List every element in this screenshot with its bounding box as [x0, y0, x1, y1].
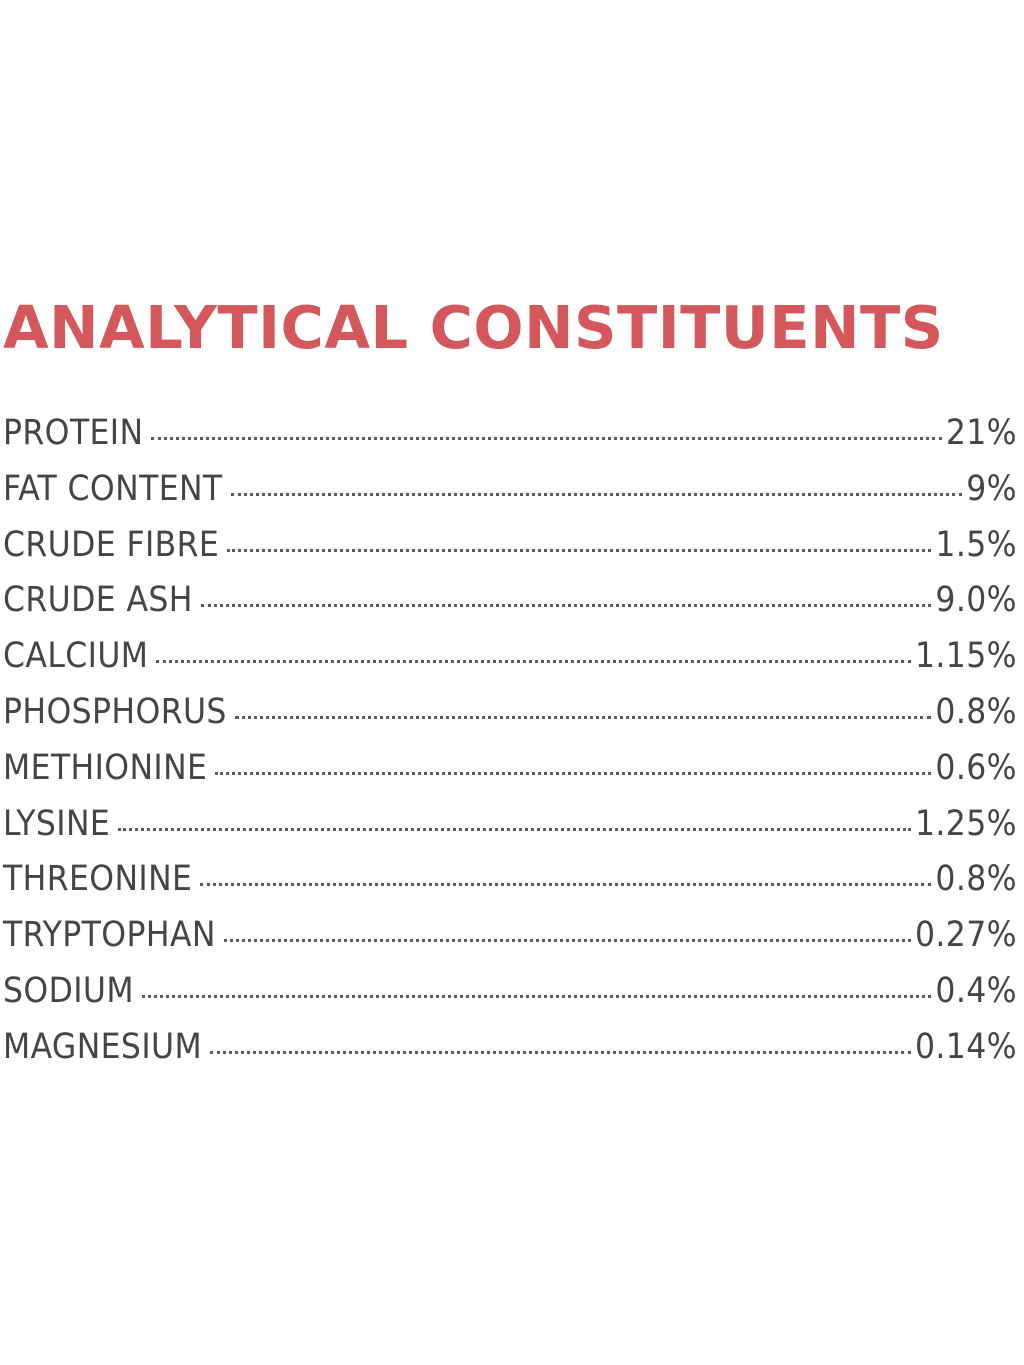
dot-leader — [227, 549, 931, 552]
constituent-value: 0.27% — [914, 915, 1017, 956]
constituent-label: FAT CONTENT — [3, 468, 223, 509]
dot-leader — [142, 995, 931, 998]
constituent-value: 0.14% — [914, 1026, 1017, 1067]
constituent-row-magnesium — [3, 1020, 1017, 1076]
constituent-value: 1.25% — [914, 803, 1017, 844]
constituent-row-calcium — [3, 629, 1017, 685]
constituent-label: SODIUM — [3, 970, 134, 1011]
constituent-label: LYSINE — [3, 803, 111, 844]
constituent-value: 9% — [966, 468, 1017, 509]
dot-leader — [215, 772, 931, 775]
dot-leader — [210, 1051, 911, 1054]
constituent-label: METHIONINE — [3, 747, 208, 788]
constituent-label: CRUDE ASH — [3, 580, 193, 621]
constituent-label: CALCIUM — [3, 636, 149, 677]
constituent-row-fat-content — [3, 462, 1017, 518]
page-title: ANALYTICAL CONSTITUENTS — [3, 293, 944, 362]
constituent-label: MAGNESIUM — [3, 1026, 203, 1067]
dot-leader — [151, 437, 941, 440]
constituents-list — [3, 406, 1017, 1076]
constituent-value: 0.8% — [935, 859, 1017, 900]
dot-leader — [118, 828, 911, 831]
constituent-label: TRYPTOPHAN — [3, 915, 216, 956]
dot-leader — [231, 493, 963, 496]
constituent-row-methionine — [3, 741, 1017, 797]
constituent-row-tryptophan — [3, 908, 1017, 964]
constituent-row-crude-fibre — [3, 518, 1017, 574]
constituent-row-phosphorus — [3, 685, 1017, 741]
constituent-row-protein — [3, 406, 1017, 462]
constituent-label: PHOSPHORUS — [3, 691, 227, 732]
constituent-value: 0.4% — [935, 970, 1017, 1011]
constituent-value: 1.15% — [914, 636, 1017, 677]
constituent-label: THREONINE — [3, 859, 193, 900]
constituent-value: 21% — [945, 413, 1017, 453]
dot-leader — [201, 604, 932, 607]
dot-leader — [235, 716, 932, 719]
constituent-value: 0.6% — [935, 747, 1017, 788]
constituent-label: CRUDE FIBRE — [3, 524, 220, 565]
dot-leader — [224, 939, 911, 942]
constituent-value: 0.8% — [935, 691, 1017, 732]
constituent-row-crude-ash — [3, 573, 1017, 629]
constituent-row-threonine — [3, 852, 1017, 908]
constituent-value: 9.0% — [935, 580, 1017, 621]
constituent-value: 1.5% — [935, 524, 1017, 565]
dot-leader — [156, 660, 911, 663]
constituent-label: PROTEIN — [3, 413, 144, 453]
constituent-row-lysine — [3, 797, 1017, 853]
constituent-row-sodium — [3, 964, 1017, 1020]
dot-leader — [200, 883, 931, 886]
